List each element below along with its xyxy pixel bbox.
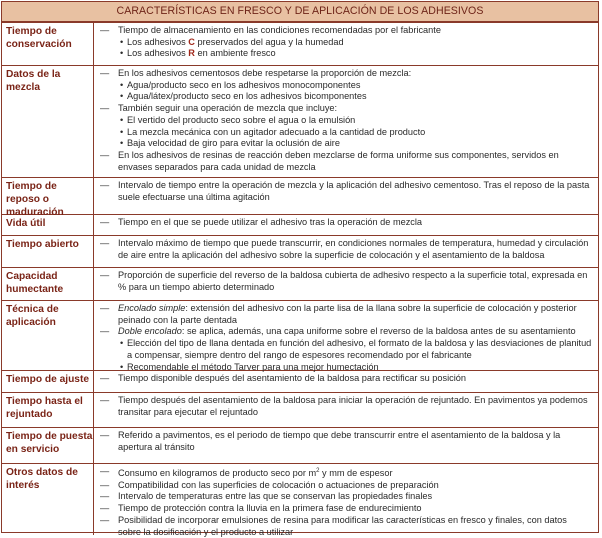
table-row — [2, 371, 598, 393]
bullet-marker: • — [120, 138, 124, 149]
row-content — [94, 178, 598, 214]
item-text: Tiempo disponible después del asentamiento de la baldosa para rectificar su posición — [118, 373, 466, 383]
bullet-marker: • — [120, 126, 124, 137]
item-text: preservados del agua y la humedad — [194, 36, 344, 47]
item-text: También seguir una operación de mezcla que incluye: — [118, 103, 338, 114]
bullet-marker: • — [120, 36, 124, 47]
row-label: Datos de la mezcla — [2, 66, 94, 177]
row-label: Otros datos de interés — [2, 464, 94, 535]
item-text: en ambiente fresco — [194, 48, 276, 59]
item-text: Consumo en kilogramos de producto seco por m — [118, 468, 317, 479]
item-text: : se aplica, además, una capa uniforme sobre el reverso de la baldosa antes de su asentamiento — [181, 326, 576, 337]
item-text: y mm de espesor — [319, 468, 393, 479]
bullet-marker: • — [120, 114, 124, 125]
item-text: : extensión del adhesivo con la parte lisa de la llana sobre la superficie de colocación y posterior peinado con la parte dentada — [118, 303, 577, 325]
item-text: Los adhesivos — [127, 48, 189, 59]
dash-marker: — — [100, 479, 110, 490]
table-row — [2, 464, 598, 535]
table-title: CARACTERÍSTICAS EN FRESCO Y DE APLICACIÓN DE LOS ADHESIVOS — [2, 2, 598, 23]
item-text: Recomendable el método Tarver para una mejor humectación — [127, 361, 379, 372]
dash-marker: — — [100, 103, 110, 114]
row-content — [94, 301, 598, 370]
dash-marker: — — [100, 25, 110, 35]
dash-marker: — — [100, 326, 110, 337]
row-content — [94, 428, 598, 463]
row-label: Tiempo abierto — [2, 236, 94, 267]
row-label: Tiempo de reposo o maduración — [2, 178, 94, 214]
dash-marker: — — [100, 270, 110, 280]
row-content — [94, 464, 598, 535]
table-row — [2, 178, 598, 218]
row-label: Técnica de aplicación — [2, 301, 94, 370]
item-text: Proporción de superficie del reverso de la baldosa cubierta de adhesivo respecto a la superficie total, expresada en % para un tiempo abierto determinado — [118, 270, 588, 292]
item-text: La mezcla mecánica con un agitador adecuado a la cantidad de producto — [127, 126, 426, 137]
table-row — [2, 23, 598, 66]
dash-marker: — — [100, 503, 110, 514]
item-term: Encolado simple — [118, 303, 186, 313]
item-text: En los adhesivos de resinas de reacción deben mezclarse de forma uniforme sus componentes, servidos en envases separados para cada unidad de mezcla — [118, 149, 559, 172]
adhesive-class-code: R — [188, 48, 195, 59]
row-content — [94, 268, 598, 300]
table-row — [2, 236, 598, 268]
item-text: Intervalo máximo de tiempo que puede transcurrir, en condiciones normales de temperatura, humedad y circulación de aire entre la aplicación del adhesivo sobre la superficie de colocación y el asentamiento de la baldosa — [118, 238, 589, 260]
row-label: Capacidad humectante — [2, 268, 94, 300]
dash-marker: — — [100, 395, 110, 405]
dash-marker: — — [100, 491, 110, 502]
item-text: Tiempo después del asentamiento de la baldosa para iniciar la operación de rejuntado. En pavimentos ya podemos transitar para ejecutar el rejuntado — [118, 395, 588, 417]
dash-marker: — — [100, 68, 110, 78]
bullet-marker: • — [120, 338, 124, 349]
item-text: Agua/látex/producto seco en los adhesivos bicomponentes — [127, 91, 367, 102]
item-text: Intervalo de temperaturas entre las que se conservan las propiedades finales — [118, 491, 433, 502]
row-content — [94, 215, 598, 235]
row-content — [94, 66, 598, 177]
dash-marker: — — [100, 238, 110, 248]
item-text: Los adhesivos — [127, 36, 189, 47]
dash-marker: — — [100, 149, 110, 160]
dash-marker: — — [100, 514, 110, 525]
item-text: Tiempo de protección contra la lluvia en la primera fase de endurecimiento — [118, 503, 422, 514]
item-text: Agua/producto seco en los adhesivos monocomponentes — [127, 79, 361, 90]
bullet-marker: • — [120, 79, 124, 90]
table-row — [2, 268, 598, 301]
dash-marker: — — [100, 430, 110, 440]
item-text: Baja velocidad de giro para evitar la oclusión de aire — [127, 138, 340, 149]
row-label: Vida útil — [2, 215, 94, 235]
row-label: Tiempo de conservación — [2, 23, 94, 65]
dash-marker: — — [100, 373, 110, 383]
adhesive-class-code: C — [188, 36, 195, 47]
item-text: Intervalo de tiempo entre la operación de mezcla y la aplicación del adhesivo cementoso. Tras el reposo de la pasta suele efectuarse una última agitación — [118, 180, 590, 202]
superscript: 2 — [316, 468, 320, 474]
table-row — [2, 301, 598, 371]
table-row — [2, 393, 598, 428]
item-text: Posibilidad de incorporar emulsiones de resina para modificar las características en fresco y finales, con datos sobre la dosificación y el producto a utilizar — [118, 514, 567, 537]
row-content — [94, 393, 598, 427]
dash-marker: — — [100, 466, 110, 476]
bullet-marker: • — [120, 48, 124, 59]
table-row — [2, 215, 598, 236]
row-label: Tiempo hasta el rejuntado — [2, 393, 94, 427]
row-content — [94, 236, 598, 267]
adhesive-characteristics-table — [1, 1, 599, 537]
table-row — [2, 428, 598, 464]
item-term: Doble encolado — [118, 326, 182, 337]
table-row — [2, 66, 598, 178]
bullet-marker: • — [120, 91, 124, 102]
dash-marker: — — [100, 303, 110, 313]
item-text: Tiempo en el que se puede utilizar el adhesivo tras la operación de mezcla — [118, 217, 423, 227]
row-content — [94, 371, 598, 392]
row-label: Tiempo de ajuste — [2, 371, 94, 392]
row-label: Tiempo de puesta en servicio — [2, 428, 94, 463]
item-text: Compatibilidad con las superficies de colocación o actuaciones de preparación — [118, 479, 439, 490]
dash-marker: — — [100, 217, 110, 227]
item-text: Tiempo de almacenamiento en las condiciones recomendadas por el fabricante — [118, 25, 441, 35]
bullet-marker: • — [120, 361, 124, 372]
item-text: En los adhesivos cementosos debe respetarse la proporción de mezcla: — [118, 68, 412, 78]
row-content — [94, 23, 598, 65]
dash-marker: — — [100, 180, 110, 190]
item-text: Referido a pavimentos, es el periodo de tiempo que debe transcurrir entre el asentamiento de la baldosa y la apertura al tránsito — [118, 430, 561, 452]
item-text: El vertido del producto seco sobre el agua o la emulsión — [127, 114, 356, 125]
item-text: Elección del tipo de llana dentada en función del adhesivo, el formato de la baldosa y las desviaciones de planitud a compensar, siempre dentro del rango de espesores recomendado por el fabricante — [127, 338, 592, 360]
